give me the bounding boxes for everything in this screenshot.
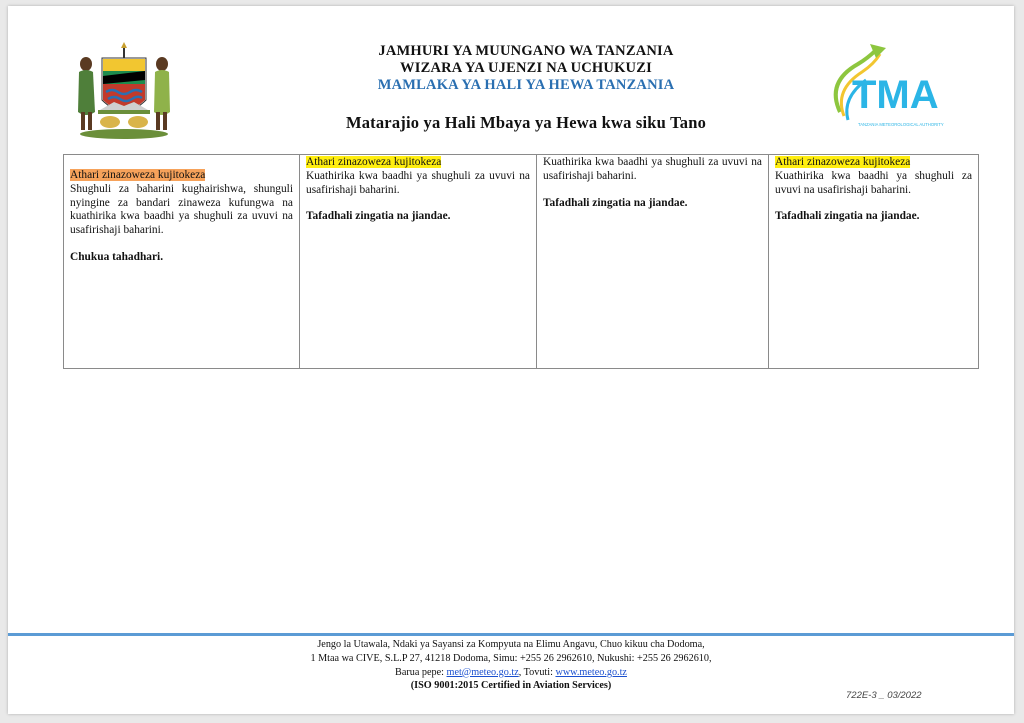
footer-divider [8, 633, 1014, 636]
forecast-table [63, 154, 979, 369]
advice-text: Chukua tahadhari. [70, 250, 164, 263]
forecast-day-4 [769, 155, 979, 369]
footer-address-line-2: 1 Mtaa wa CIVE, S.L.P 27, 41218 Dodoma, Simu: +255 26 2962610, Nukushi: +255 26 2962610, [310, 652, 712, 664]
header-republic: JAMHURI YA MUUNGANO WA TANZANIA [378, 43, 674, 59]
letterhead [8, 6, 1014, 156]
tma-logo-subtext: TANZANIA METEOROLOGICAL AUTHORITY [858, 122, 944, 127]
table-row [64, 155, 979, 369]
document-page [8, 6, 1014, 714]
advice-text: Tafadhali zingatia na jiandae. [775, 210, 920, 223]
email-label: Barua pepe: [395, 666, 444, 678]
email-link[interactable]: met@meteo.go.tz [446, 666, 519, 678]
web-label: , Tovuti: [518, 666, 553, 678]
website-link[interactable]: www.meteo.go.tz [555, 666, 627, 678]
impact-text: Kuathirika kwa baadhi ya shughuli za uvuvi na usafirishaji baharini. [306, 169, 530, 196]
forecast-day-1 [64, 155, 300, 369]
document-reference: 722E-3 _ 03/2022 [846, 690, 922, 701]
header-authority: MAMLAKA YA HALI YA HEWA TANZANIA [377, 77, 675, 93]
impact-heading: Athari zinazoweza kujitokeza [775, 156, 911, 168]
impact-heading: Athari zinazoweza kujitokeza [70, 169, 206, 181]
impact-text: Kuathirika kwa baadhi ya shughuli za uvuvi na usafirishaji baharini. [543, 156, 762, 182]
footer-contacts [8, 666, 1014, 680]
advice-text: Tafadhali zingatia na jiandae. [306, 210, 451, 223]
certification-text: (ISO 9001:2015 Certified in Aviation Services) [410, 680, 612, 692]
impact-text: Shughuli za baharini kughairishwa, shunguli nyingine za bandari zinaweza kufungwa na kuathirika kwa baadhi ya shughuli za uvuvi na usafirishaji baharini. [70, 182, 293, 237]
impact-heading: Athari zinazoweza kujitokeza [306, 156, 442, 168]
footer-address-line-1: Jengo la Utawala, Ndaki ya Sayansi za Kompyuta na Elimu Angavu, Chuo kikuu cha Dodoma, [317, 639, 705, 650]
tma-logo-icon [818, 42, 958, 134]
page-title: Matarajio ya Hali Mbaya ya Hewa kwa siku Tano [345, 113, 707, 132]
forecast-day-3 [537, 155, 769, 369]
tma-logo-text: TMA [852, 73, 939, 117]
advice-text: Tafadhali zingatia na jiandae. [543, 196, 688, 209]
impact-text: Kuathirika kwa baadhi ya shughuli za uvuvi na usafirishaji baharini. [775, 169, 972, 196]
forecast-day-2 [300, 155, 537, 369]
footer [8, 638, 1014, 693]
header-ministry: WIZARA YA UJENZI NA UCHUKUZI [400, 60, 652, 76]
